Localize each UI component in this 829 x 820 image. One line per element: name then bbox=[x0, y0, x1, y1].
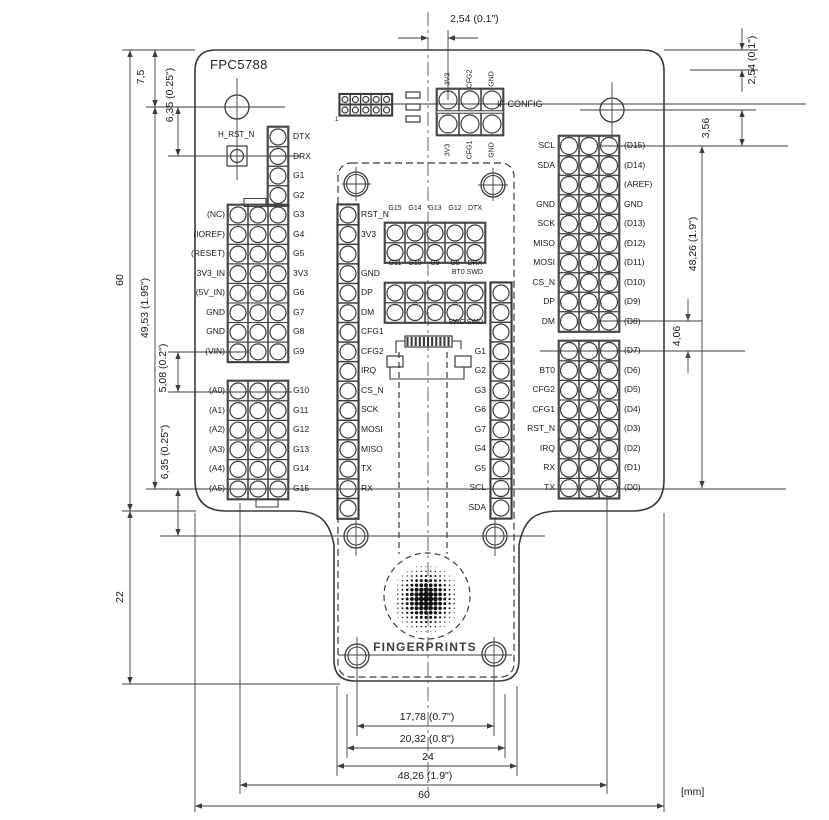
if-config-top-label-1: 3V3 bbox=[444, 72, 452, 86]
pin-label: (D2) bbox=[624, 442, 641, 453]
pin-label: G15 bbox=[293, 482, 310, 493]
page-title: FPC5788 bbox=[210, 57, 268, 72]
left-block2-left-labels bbox=[140, 381, 225, 498]
pin-label: (A0) bbox=[208, 385, 225, 395]
pin-label: (A4) bbox=[208, 463, 225, 474]
pin-label: (D9) bbox=[624, 296, 641, 307]
pin-label: G7 bbox=[293, 306, 305, 317]
dim-left-height: 60 bbox=[114, 274, 126, 286]
pin-label: GND bbox=[536, 198, 555, 209]
pin-label: TX bbox=[361, 463, 372, 474]
pin-label bbox=[361, 498, 389, 518]
pin-label: SCK bbox=[361, 404, 379, 415]
pin-label: (D6) bbox=[624, 364, 641, 375]
pin-label: G3 bbox=[293, 209, 305, 219]
pin-label: DP bbox=[543, 296, 555, 307]
module-header1-bottom-labels bbox=[385, 258, 485, 269]
dim-bottom-24: 24 bbox=[422, 751, 434, 763]
dim-bottom-48-26: 48,26 (1.9") bbox=[397, 770, 453, 782]
pin-label: G10 bbox=[293, 385, 310, 395]
pin-label: CFG1 bbox=[532, 403, 555, 414]
pin-label: (D11) bbox=[624, 257, 645, 268]
pin-label: CFG2 bbox=[361, 345, 384, 356]
pin-label: MOSI bbox=[533, 257, 555, 268]
fingerprints-logo: FINGERPRINTS bbox=[373, 640, 477, 654]
pin-label: MISO bbox=[533, 237, 555, 248]
dim-bottom-20-32: 20,32 (0.8") bbox=[399, 733, 455, 745]
dim-left-tab: 22 bbox=[114, 591, 126, 603]
pin-label: (D7) bbox=[624, 345, 641, 355]
if-config-bottom-label-1: 3V3 bbox=[444, 143, 452, 157]
pin-label: SDA bbox=[468, 502, 486, 513]
dim-left-7-5: 7,5 bbox=[135, 69, 147, 85]
pin-label: SCL bbox=[538, 140, 555, 150]
pin-label: G4 bbox=[474, 443, 486, 454]
dim-right-span: 48,26 (1.9") bbox=[687, 216, 699, 272]
pin-label: 3V3 bbox=[293, 267, 309, 278]
pin-label: G14 bbox=[293, 463, 310, 474]
pin-label: CS_N bbox=[361, 384, 384, 395]
pin-label: G9 bbox=[430, 260, 440, 267]
left-block2-right-labels bbox=[293, 381, 309, 498]
if-config-bottom-label-2: CFG1 bbox=[466, 140, 474, 160]
pin-label: TX bbox=[544, 481, 555, 492]
pin-label: DM bbox=[541, 315, 555, 326]
pin-label: CFG2 bbox=[532, 384, 555, 395]
dim-left-6-35-bottom: 6,35 (0.25") bbox=[159, 424, 171, 480]
right-block1-left-labels bbox=[478, 136, 555, 331]
dim-left-6-35-top: 6,35 (0.25") bbox=[164, 67, 176, 123]
pin-label: G1 bbox=[293, 170, 305, 181]
pin-label: G1 bbox=[474, 345, 486, 356]
if-config-label: IF CONFIG bbox=[497, 99, 543, 109]
pin-label: (D0) bbox=[624, 481, 641, 492]
pin-label: G6 bbox=[293, 287, 305, 298]
pin-label: (D1) bbox=[624, 462, 641, 473]
left-block1-left-labels bbox=[140, 205, 225, 361]
pin-label: (NC) bbox=[207, 209, 225, 219]
pin-label: (5V_IN) bbox=[195, 287, 225, 298]
pin-label: MOSI bbox=[361, 424, 383, 435]
dim-left-span: 49,53 (1.95") bbox=[139, 277, 151, 339]
pin-label: (D14) bbox=[624, 159, 646, 170]
pin-label: CFG1 bbox=[361, 326, 384, 337]
pin-label: G3 bbox=[474, 384, 486, 395]
module-header2-bottom-label: SWC SWD bbox=[448, 319, 483, 326]
pin-label: G9 bbox=[293, 345, 305, 356]
pin-label: G12 bbox=[448, 205, 462, 212]
pin-label: G14 bbox=[408, 205, 422, 212]
module-left-col-labels bbox=[361, 205, 389, 518]
pin-label: (D10) bbox=[624, 276, 646, 287]
pin-label: MISO bbox=[361, 443, 383, 454]
pin-label: G4 bbox=[293, 228, 305, 239]
pin-label: BT0 bbox=[539, 364, 555, 375]
pin-label: GND bbox=[361, 267, 380, 278]
pin-label: (D5) bbox=[624, 384, 641, 395]
pin-label: G12 bbox=[293, 424, 310, 435]
pin-label: (D13) bbox=[624, 218, 646, 229]
pin-label: (VIN) bbox=[205, 345, 225, 356]
pin-label: G8 bbox=[293, 326, 305, 337]
if-config-bottom-label-3: GND bbox=[488, 142, 496, 158]
pin-label: DP bbox=[361, 287, 373, 298]
pin-label: SDA bbox=[537, 159, 555, 170]
pin1-marker: 1 bbox=[335, 117, 339, 123]
right-block1-right-labels bbox=[624, 136, 652, 331]
pin-label: G2 bbox=[293, 189, 305, 200]
pin-label: RST_N bbox=[361, 209, 389, 219]
pin-label: IRQ bbox=[539, 442, 555, 453]
pin-label: (A5) bbox=[208, 482, 225, 493]
pin-label: RX bbox=[543, 462, 555, 473]
pin-label: (AREF) bbox=[624, 179, 653, 190]
pin-label: (D4) bbox=[624, 403, 641, 414]
left-single-right-labels bbox=[293, 127, 311, 205]
pin-label: G7 bbox=[474, 423, 486, 434]
pin-label: G11 bbox=[388, 260, 402, 267]
pin-label: G2 bbox=[474, 365, 486, 376]
units-note: [mm] bbox=[681, 786, 705, 798]
pin-label: RX bbox=[361, 482, 373, 493]
pin-label: 3V3 bbox=[361, 228, 377, 239]
pin-label: (D8) bbox=[624, 315, 641, 326]
dim-bottom-17-78: 17,78 (0.7") bbox=[399, 711, 455, 723]
dim-top-pitch: 2,54 (0.1") bbox=[450, 13, 499, 25]
dim-right-4-06: 4,06 bbox=[671, 325, 683, 347]
pin-label: GND bbox=[206, 326, 225, 337]
dim-right-3-56: 3,56 bbox=[700, 117, 712, 139]
pin-label: DTX bbox=[468, 205, 482, 212]
pin-label: DRX bbox=[467, 260, 483, 267]
pin-label: G13 bbox=[428, 205, 442, 212]
pin-label: (A1) bbox=[208, 404, 225, 415]
pin-label: (A3) bbox=[208, 443, 225, 454]
pin-label: (D15) bbox=[624, 140, 646, 150]
h-rst-n-label: H_RST_N bbox=[218, 130, 255, 139]
pin-label: CS_N bbox=[532, 276, 555, 287]
pin-label: G6 bbox=[474, 404, 486, 415]
pin-label: GND bbox=[206, 306, 225, 317]
pin-label: DRX bbox=[293, 150, 311, 161]
pin-label: DM bbox=[361, 306, 375, 317]
pin-label: G5 bbox=[474, 462, 486, 473]
left-block1-right-labels bbox=[293, 205, 308, 361]
pin-label: G15 bbox=[388, 205, 402, 212]
pin-label: G5 bbox=[293, 248, 305, 259]
pin-label: 3V3_IN bbox=[196, 267, 225, 278]
pin-label: G11 bbox=[293, 404, 309, 415]
pin-label: DTX bbox=[293, 131, 310, 141]
pin-label: (IOREF) bbox=[193, 228, 225, 239]
pin-label: (D3) bbox=[624, 423, 641, 434]
dim-right-pitch: 2,54 (0.1") bbox=[746, 35, 758, 85]
pin-label: G10 bbox=[408, 260, 422, 267]
module-header1-top-labels bbox=[385, 203, 485, 214]
right-block2-right-labels bbox=[624, 341, 641, 497]
pin-label: SCL bbox=[469, 482, 486, 493]
dim-bottom-60: 60 bbox=[418, 789, 430, 801]
right-block2-left-labels bbox=[478, 341, 555, 497]
pin-label: SCK bbox=[537, 218, 555, 229]
dim-left-5-08: 5,08 (0.2") bbox=[157, 343, 169, 393]
pin-label: (A2) bbox=[208, 424, 225, 435]
module-header2-top-label: BT0 SWD bbox=[451, 269, 483, 276]
pin-label: (RESET) bbox=[191, 248, 225, 259]
pin-label: RST_N bbox=[527, 423, 555, 434]
pin-label: G8 bbox=[450, 260, 460, 267]
if-config-top-label-3: GND bbox=[488, 71, 496, 87]
pin-label: GND bbox=[624, 198, 643, 209]
pin-label: G13 bbox=[293, 443, 310, 454]
pin-label: (D12) bbox=[624, 237, 646, 248]
pin-label: IRQ bbox=[361, 365, 377, 376]
if-config-top-label-2: CFG2 bbox=[466, 69, 474, 89]
